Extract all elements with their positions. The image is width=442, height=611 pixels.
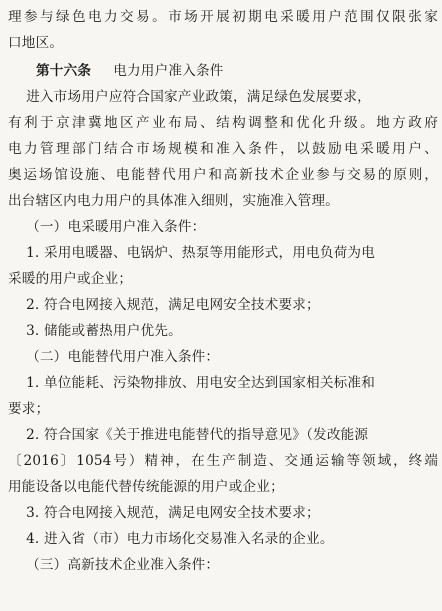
article-title: 电力用户准入条件	[113, 63, 224, 79]
text-line: 要求；	[8, 401, 50, 417]
text-line: 1. 单位能耗、污染物排放、用电安全达到国家相关标准和	[8, 375, 376, 391]
text-line: 2. 符合国家《关于推进电能替代的指导意见》（发改能源	[8, 427, 369, 443]
article-heading	[8, 58, 438, 84]
text-line: 1. 采用电暖器、电锅炉、热泵等用能形式，用电负荷为电	[8, 245, 376, 261]
text-line: 进入市场用户应符合国家产业政策，满足绿色发展要求，	[8, 89, 371, 105]
text-line: （三）高新技术企业准入条件：	[8, 557, 220, 573]
text-line: 口地区。	[8, 35, 64, 51]
article-number: 第十六条	[36, 63, 92, 79]
text-line: 电力管理部门结合市场规模和准入条件，以鼓励电采暖用户、	[8, 141, 438, 157]
text-line: 用能设备以电能代替传统能源的用户或企业；	[8, 479, 284, 495]
text-line: 奥运场馆设施、电能替代用户和高新技术企业参与交易的原则，	[8, 167, 438, 183]
text-line: 2. 符合电网接入规范，满足电网安全技术要求；	[8, 297, 320, 313]
text-line: 采暖的用户或企业；	[8, 271, 133, 287]
text-line: 3. 符合电网接入规范，满足电网安全技术要求；	[8, 505, 320, 521]
text-line: 3. 储能或蓄热用户优先。	[8, 323, 182, 339]
text-line: 出台辖区内电力用户的具体准入细则，实施准入管理。	[8, 193, 340, 209]
text-line: 4. 进入省（市）电力市场化交易准入名录的企业。	[8, 531, 334, 547]
text-line: 〔2016〕1054号）精神，在生产制造、交通运输等领域，终端	[8, 453, 438, 469]
text-line: （二）电能替代用户准入条件：	[8, 349, 220, 365]
text-line: 有利于京津冀地区产业布局、结构调整和优化升级。地方政府	[8, 115, 438, 131]
text-line: （一）电采暖用户准入条件：	[8, 219, 206, 235]
text-line: 理参与绿色电力交易。市场开展初期电采暖用户范围仅限张家	[8, 9, 438, 25]
